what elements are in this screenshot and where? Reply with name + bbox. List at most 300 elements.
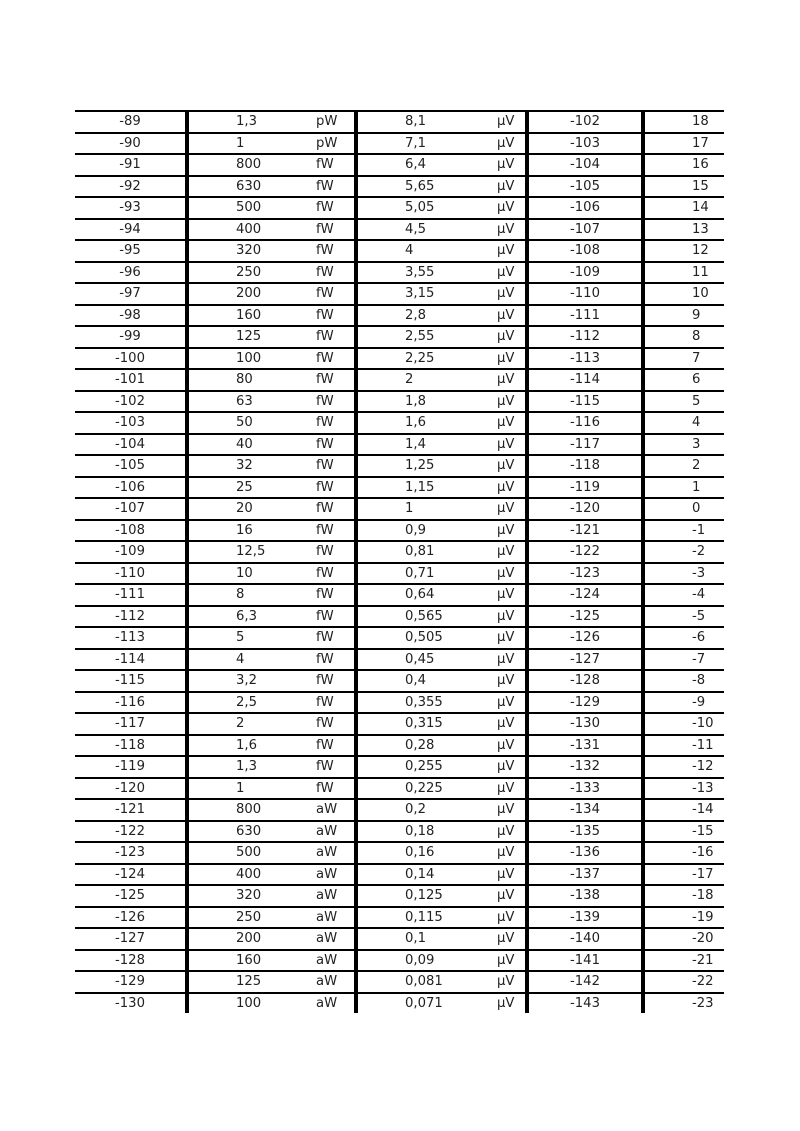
voltage-unit-cell: µV	[497, 369, 527, 391]
dbuv-cell: 5	[643, 391, 724, 413]
dbm-secondary-cell: -106	[527, 197, 643, 219]
power-value-cell: 630	[187, 821, 316, 843]
voltage-unit-cell: µV	[497, 950, 527, 972]
power-unit-cell: fW	[316, 563, 356, 585]
dbm-cell: -107	[75, 498, 187, 520]
table-row	[75, 971, 724, 993]
power-value-cell: 160	[187, 305, 316, 327]
dbm-cell: -123	[75, 842, 187, 864]
power-value-cell: 16	[187, 520, 316, 542]
voltage-value-cell: 0,81	[356, 541, 497, 563]
power-unit-cell: fW	[316, 649, 356, 671]
power-unit-cell: fW	[316, 606, 356, 628]
power-unit-cell: fW	[316, 326, 356, 348]
power-value-cell: 320	[187, 240, 316, 262]
dbm-secondary-cell: -111	[527, 305, 643, 327]
dbm-secondary-cell: -109	[527, 262, 643, 284]
dbm-cell: -111	[75, 584, 187, 606]
power-unit-cell: aW	[316, 864, 356, 886]
power-value-cell: 1,3	[187, 111, 316, 133]
voltage-unit-cell: µV	[497, 627, 527, 649]
table-row	[75, 563, 724, 585]
dbm-cell: -91	[75, 154, 187, 176]
voltage-unit-cell: µV	[497, 176, 527, 198]
conversion-table	[75, 110, 724, 1013]
table-row	[75, 907, 724, 929]
table-row	[75, 993, 724, 1014]
dbm-secondary-cell: -118	[527, 455, 643, 477]
power-value-cell: 800	[187, 799, 316, 821]
power-value-cell: 80	[187, 369, 316, 391]
power-unit-cell: fW	[316, 627, 356, 649]
voltage-value-cell: 0,255	[356, 756, 497, 778]
dbuv-cell: -7	[643, 649, 724, 671]
power-value-cell: 20	[187, 498, 316, 520]
dbm-secondary-cell: -136	[527, 842, 643, 864]
voltage-value-cell: 0,4	[356, 670, 497, 692]
power-value-cell: 32	[187, 455, 316, 477]
dbm-cell: -103	[75, 412, 187, 434]
dbm-secondary-cell: -105	[527, 176, 643, 198]
voltage-value-cell: 0,14	[356, 864, 497, 886]
voltage-value-cell: 5,05	[356, 197, 497, 219]
dbuv-cell: -15	[643, 821, 724, 843]
table-row	[75, 670, 724, 692]
table-row	[75, 154, 724, 176]
voltage-value-cell: 0,18	[356, 821, 497, 843]
voltage-value-cell: 8,1	[356, 111, 497, 133]
power-value-cell: 400	[187, 219, 316, 241]
power-value-cell: 160	[187, 950, 316, 972]
dbm-cell: -90	[75, 133, 187, 155]
dbuv-cell: -2	[643, 541, 724, 563]
table-row	[75, 756, 724, 778]
voltage-unit-cell: µV	[497, 606, 527, 628]
dbm-cell: -120	[75, 778, 187, 800]
table-row	[75, 627, 724, 649]
dbm-secondary-cell: -112	[527, 326, 643, 348]
table-row	[75, 219, 724, 241]
power-unit-cell: fW	[316, 520, 356, 542]
power-unit-cell: fW	[316, 348, 356, 370]
voltage-value-cell: 0,225	[356, 778, 497, 800]
table-row	[75, 606, 724, 628]
power-unit-cell: aW	[316, 928, 356, 950]
table-row	[75, 842, 724, 864]
table-row	[75, 176, 724, 198]
voltage-value-cell: 5,65	[356, 176, 497, 198]
dbuv-cell: -18	[643, 885, 724, 907]
dbuv-cell: -17	[643, 864, 724, 886]
dbm-secondary-cell: -122	[527, 541, 643, 563]
voltage-value-cell: 7,1	[356, 133, 497, 155]
dbuv-cell: -21	[643, 950, 724, 972]
voltage-value-cell: 1,4	[356, 434, 497, 456]
voltage-unit-cell: µV	[497, 111, 527, 133]
dbm-secondary-cell: -143	[527, 993, 643, 1014]
table-row	[75, 262, 724, 284]
voltage-value-cell: 0,355	[356, 692, 497, 714]
voltage-value-cell: 2,55	[356, 326, 497, 348]
voltage-unit-cell: µV	[497, 821, 527, 843]
table-row	[75, 434, 724, 456]
voltage-value-cell: 0,505	[356, 627, 497, 649]
table-row	[75, 133, 724, 155]
voltage-unit-cell: µV	[497, 305, 527, 327]
voltage-unit-cell: µV	[497, 971, 527, 993]
dbuv-cell: 6	[643, 369, 724, 391]
table-row	[75, 412, 724, 434]
dbm-cell: -115	[75, 670, 187, 692]
voltage-unit-cell: µV	[497, 692, 527, 714]
power-unit-cell: fW	[316, 498, 356, 520]
table-row	[75, 541, 724, 563]
dbm-cell: -105	[75, 455, 187, 477]
conversion-table-body	[75, 111, 724, 1013]
dbuv-cell: 14	[643, 197, 724, 219]
dbuv-cell: -14	[643, 799, 724, 821]
power-value-cell: 40	[187, 434, 316, 456]
voltage-value-cell: 3,55	[356, 262, 497, 284]
dbm-secondary-cell: -110	[527, 283, 643, 305]
voltage-value-cell: 1,6	[356, 412, 497, 434]
dbm-cell: -119	[75, 756, 187, 778]
dbm-cell: -114	[75, 649, 187, 671]
power-value-cell: 500	[187, 197, 316, 219]
power-value-cell: 125	[187, 971, 316, 993]
dbm-secondary-cell: -132	[527, 756, 643, 778]
voltage-value-cell: 0,09	[356, 950, 497, 972]
dbm-secondary-cell: -137	[527, 864, 643, 886]
dbm-cell: -112	[75, 606, 187, 628]
dbuv-cell: -19	[643, 907, 724, 929]
dbm-secondary-cell: -103	[527, 133, 643, 155]
power-value-cell: 2	[187, 713, 316, 735]
dbuv-cell: 0	[643, 498, 724, 520]
power-value-cell: 6,3	[187, 606, 316, 628]
dbm-secondary-cell: -129	[527, 692, 643, 714]
dbuv-cell: -5	[643, 606, 724, 628]
table-row	[75, 821, 724, 843]
power-unit-cell: fW	[316, 541, 356, 563]
dbuv-cell: 11	[643, 262, 724, 284]
voltage-value-cell: 0,2	[356, 799, 497, 821]
power-unit-cell: aW	[316, 885, 356, 907]
voltage-value-cell: 2	[356, 369, 497, 391]
power-unit-cell: fW	[316, 713, 356, 735]
voltage-unit-cell: µV	[497, 391, 527, 413]
dbm-secondary-cell: -134	[527, 799, 643, 821]
dbuv-cell: -9	[643, 692, 724, 714]
table-row	[75, 348, 724, 370]
table-row	[75, 799, 724, 821]
voltage-unit-cell: µV	[497, 262, 527, 284]
dbuv-cell: -6	[643, 627, 724, 649]
power-value-cell: 800	[187, 154, 316, 176]
dbm-cell: -116	[75, 692, 187, 714]
power-value-cell: 100	[187, 348, 316, 370]
voltage-unit-cell: µV	[497, 649, 527, 671]
voltage-unit-cell: µV	[497, 778, 527, 800]
dbm-secondary-cell: -108	[527, 240, 643, 262]
power-value-cell: 1	[187, 133, 316, 155]
dbm-secondary-cell: -115	[527, 391, 643, 413]
power-value-cell: 500	[187, 842, 316, 864]
dbm-cell: -108	[75, 520, 187, 542]
power-unit-cell: aW	[316, 842, 356, 864]
power-unit-cell: fW	[316, 670, 356, 692]
dbm-cell: -130	[75, 993, 187, 1014]
power-unit-cell: fW	[316, 778, 356, 800]
dbm-secondary-cell: -117	[527, 434, 643, 456]
power-unit-cell: fW	[316, 305, 356, 327]
power-unit-cell: fW	[316, 735, 356, 757]
voltage-value-cell: 0,081	[356, 971, 497, 993]
power-unit-cell: aW	[316, 993, 356, 1014]
dbm-cell: -100	[75, 348, 187, 370]
dbuv-cell: -23	[643, 993, 724, 1014]
power-value-cell: 1,3	[187, 756, 316, 778]
table-row	[75, 864, 724, 886]
voltage-value-cell: 0,28	[356, 735, 497, 757]
power-unit-cell: fW	[316, 434, 356, 456]
dbm-cell: -125	[75, 885, 187, 907]
dbm-cell: -124	[75, 864, 187, 886]
voltage-unit-cell: µV	[497, 477, 527, 499]
power-value-cell: 3,2	[187, 670, 316, 692]
voltage-unit-cell: µV	[497, 133, 527, 155]
dbm-cell: -113	[75, 627, 187, 649]
table-row	[75, 950, 724, 972]
dbuv-cell: 1	[643, 477, 724, 499]
voltage-value-cell: 1	[356, 498, 497, 520]
dbm-secondary-cell: -104	[527, 154, 643, 176]
dbm-secondary-cell: -102	[527, 111, 643, 133]
voltage-value-cell: 0,565	[356, 606, 497, 628]
power-value-cell: 50	[187, 412, 316, 434]
voltage-value-cell: 0,1	[356, 928, 497, 950]
dbm-secondary-cell: -116	[527, 412, 643, 434]
dbuv-cell: -8	[643, 670, 724, 692]
table-row	[75, 326, 724, 348]
dbm-cell: -109	[75, 541, 187, 563]
table-row	[75, 778, 724, 800]
table-row	[75, 928, 724, 950]
dbm-cell: -106	[75, 477, 187, 499]
power-value-cell: 320	[187, 885, 316, 907]
table-row	[75, 197, 724, 219]
power-unit-cell: fW	[316, 584, 356, 606]
dbm-secondary-cell: -138	[527, 885, 643, 907]
voltage-unit-cell: µV	[497, 498, 527, 520]
dbm-secondary-cell: -130	[527, 713, 643, 735]
voltage-unit-cell: µV	[497, 283, 527, 305]
voltage-value-cell: 0,315	[356, 713, 497, 735]
power-value-cell: 250	[187, 262, 316, 284]
dbm-cell: -110	[75, 563, 187, 585]
dbm-cell: -95	[75, 240, 187, 262]
voltage-value-cell: 0,71	[356, 563, 497, 585]
voltage-unit-cell: µV	[497, 713, 527, 735]
power-value-cell: 25	[187, 477, 316, 499]
dbm-cell: -102	[75, 391, 187, 413]
voltage-unit-cell: µV	[497, 670, 527, 692]
power-value-cell: 1	[187, 778, 316, 800]
dbuv-cell: -4	[643, 584, 724, 606]
table-row	[75, 498, 724, 520]
dbuv-cell: -10	[643, 713, 724, 735]
table-row	[75, 369, 724, 391]
table-row	[75, 520, 724, 542]
power-value-cell: 5	[187, 627, 316, 649]
power-unit-cell: fW	[316, 455, 356, 477]
dbm-cell: -117	[75, 713, 187, 735]
table-row	[75, 713, 724, 735]
voltage-value-cell: 0,16	[356, 842, 497, 864]
dbuv-cell: -1	[643, 520, 724, 542]
dbuv-cell: -20	[643, 928, 724, 950]
power-unit-cell: fW	[316, 283, 356, 305]
dbuv-cell: 17	[643, 133, 724, 155]
dbuv-cell: 8	[643, 326, 724, 348]
power-value-cell: 12,5	[187, 541, 316, 563]
dbm-secondary-cell: -126	[527, 627, 643, 649]
dbm-secondary-cell: -140	[527, 928, 643, 950]
dbm-secondary-cell: -113	[527, 348, 643, 370]
voltage-unit-cell: µV	[497, 541, 527, 563]
voltage-value-cell: 1,15	[356, 477, 497, 499]
dbm-secondary-cell: -124	[527, 584, 643, 606]
dbm-cell: -101	[75, 369, 187, 391]
voltage-value-cell: 2,25	[356, 348, 497, 370]
dbuv-cell: 12	[643, 240, 724, 262]
voltage-value-cell: 3,15	[356, 283, 497, 305]
power-value-cell: 125	[187, 326, 316, 348]
table-row	[75, 240, 724, 262]
voltage-unit-cell: µV	[497, 864, 527, 886]
power-unit-cell: aW	[316, 821, 356, 843]
voltage-value-cell: 1,8	[356, 391, 497, 413]
dbm-secondary-cell: -141	[527, 950, 643, 972]
dbm-secondary-cell: -119	[527, 477, 643, 499]
dbm-secondary-cell: -133	[527, 778, 643, 800]
power-unit-cell: aW	[316, 799, 356, 821]
power-unit-cell: fW	[316, 262, 356, 284]
dbuv-cell: 10	[643, 283, 724, 305]
power-unit-cell: fW	[316, 692, 356, 714]
power-value-cell: 10	[187, 563, 316, 585]
voltage-value-cell: 4,5	[356, 219, 497, 241]
table-row	[75, 735, 724, 757]
dbm-secondary-cell: -107	[527, 219, 643, 241]
voltage-unit-cell: µV	[497, 240, 527, 262]
table-row	[75, 477, 724, 499]
power-value-cell: 4	[187, 649, 316, 671]
table-row	[75, 305, 724, 327]
power-value-cell: 200	[187, 283, 316, 305]
dbuv-cell: 16	[643, 154, 724, 176]
voltage-value-cell: 4	[356, 240, 497, 262]
dbm-cell: -96	[75, 262, 187, 284]
dbm-cell: -122	[75, 821, 187, 843]
dbuv-cell: 2	[643, 455, 724, 477]
power-unit-cell: fW	[316, 219, 356, 241]
dbm-cell: -97	[75, 283, 187, 305]
voltage-unit-cell: µV	[497, 756, 527, 778]
voltage-value-cell: 2,8	[356, 305, 497, 327]
table-row	[75, 391, 724, 413]
dbuv-cell: -11	[643, 735, 724, 757]
voltage-unit-cell: µV	[497, 348, 527, 370]
dbm-secondary-cell: -120	[527, 498, 643, 520]
voltage-unit-cell: µV	[497, 520, 527, 542]
dbm-cell: -129	[75, 971, 187, 993]
dbuv-cell: -12	[643, 756, 724, 778]
power-unit-cell: aW	[316, 971, 356, 993]
power-value-cell: 100	[187, 993, 316, 1014]
table-row	[75, 111, 724, 133]
voltage-unit-cell: µV	[497, 885, 527, 907]
voltage-unit-cell: µV	[497, 219, 527, 241]
table-row	[75, 283, 724, 305]
power-unit-cell: pW	[316, 133, 356, 155]
dbm-secondary-cell: -139	[527, 907, 643, 929]
voltage-unit-cell: µV	[497, 154, 527, 176]
dbm-secondary-cell: -125	[527, 606, 643, 628]
dbuv-cell: -13	[643, 778, 724, 800]
power-unit-cell: fW	[316, 197, 356, 219]
power-unit-cell: fW	[316, 240, 356, 262]
dbm-cell: -98	[75, 305, 187, 327]
dbm-cell: -118	[75, 735, 187, 757]
dbm-secondary-cell: -131	[527, 735, 643, 757]
table-row	[75, 692, 724, 714]
table-row	[75, 584, 724, 606]
voltage-unit-cell: µV	[497, 842, 527, 864]
voltage-unit-cell: µV	[497, 799, 527, 821]
power-unit-cell: fW	[316, 412, 356, 434]
dbm-cell: -128	[75, 950, 187, 972]
power-value-cell: 630	[187, 176, 316, 198]
power-unit-cell: fW	[316, 756, 356, 778]
dbm-cell: -94	[75, 219, 187, 241]
dbm-secondary-cell: -127	[527, 649, 643, 671]
dbm-secondary-cell: -123	[527, 563, 643, 585]
power-unit-cell: fW	[316, 154, 356, 176]
power-value-cell: 200	[187, 928, 316, 950]
dbm-cell: -89	[75, 111, 187, 133]
dbuv-cell: 4	[643, 412, 724, 434]
dbm-cell: -93	[75, 197, 187, 219]
power-value-cell: 2,5	[187, 692, 316, 714]
voltage-unit-cell: µV	[497, 735, 527, 757]
dbm-cell: -92	[75, 176, 187, 198]
power-value-cell: 250	[187, 907, 316, 929]
dbm-secondary-cell: -135	[527, 821, 643, 843]
voltage-unit-cell: µV	[497, 907, 527, 929]
voltage-unit-cell: µV	[497, 197, 527, 219]
table-row	[75, 455, 724, 477]
power-value-cell: 63	[187, 391, 316, 413]
voltage-unit-cell: µV	[497, 563, 527, 585]
voltage-value-cell: 0,125	[356, 885, 497, 907]
dbuv-cell: 13	[643, 219, 724, 241]
dbm-secondary-cell: -121	[527, 520, 643, 542]
dbm-secondary-cell: -128	[527, 670, 643, 692]
power-value-cell: 8	[187, 584, 316, 606]
dbm-cell: -104	[75, 434, 187, 456]
voltage-unit-cell: µV	[497, 412, 527, 434]
